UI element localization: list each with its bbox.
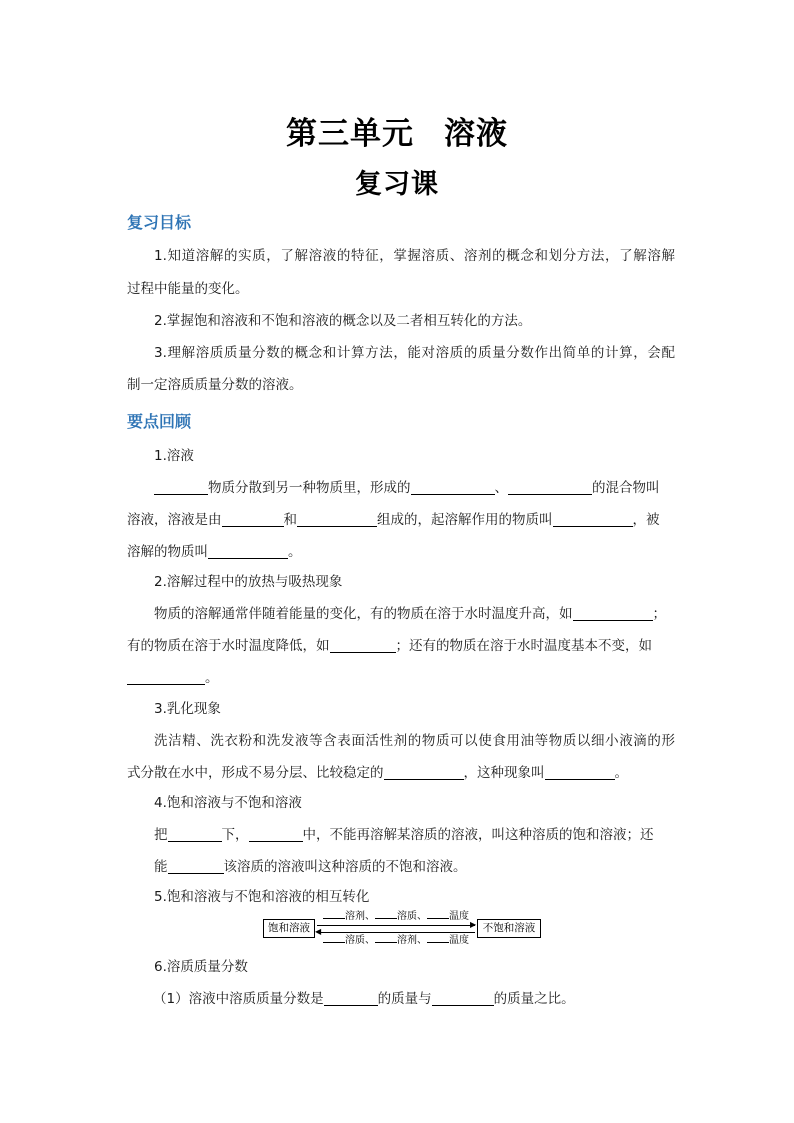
- arrow-top-label: 溶剂、 溶质、 温度: [317, 909, 475, 922]
- fill-blank[interactable]: [545, 763, 615, 780]
- title-unit: 第三单元: [286, 116, 414, 152]
- point-1-line-1: 物质分散到另一种物质里，形成的 、 的混合物叫: [127, 472, 675, 504]
- arrow-left-icon: ◀: [315, 927, 322, 936]
- fill-blank[interactable]: [323, 909, 345, 919]
- point-6-title: 6.溶质质量分数: [154, 959, 248, 975]
- fill-blank[interactable]: [154, 478, 208, 495]
- fill-blank[interactable]: [573, 604, 653, 621]
- point-1-line-2: 溶液，溶液是由 和 组成的，起溶解作用的物质叫 ，被: [127, 512, 660, 528]
- fill-blank[interactable]: [208, 542, 288, 559]
- point-2-line-1: 物质的溶解通常伴随着能量的变化，有的物质在溶于水时温度升高，如 ；: [154, 606, 666, 622]
- page-subtitle: 复习课: [355, 169, 439, 200]
- fill-blank[interactable]: [330, 636, 396, 653]
- conversion-diagram: [263, 911, 541, 946]
- section-heading-review: 要点回顾: [127, 412, 192, 431]
- fill-blank[interactable]: [384, 763, 464, 780]
- saturated-solution-box: 饱和溶液: [263, 919, 315, 938]
- fill-blank[interactable]: [324, 989, 378, 1006]
- point-3-title: 3.乳化现象: [154, 701, 221, 717]
- goal-item-1: 1.知道溶解的实质，了解溶液的特征，掌握溶质、溶剂的概念和划分方法，了解溶解: [154, 248, 675, 264]
- fill-blank[interactable]: [375, 933, 397, 943]
- title-topic: 溶液: [444, 116, 508, 152]
- arrow-bottom-label: 溶质、 溶剂、 温度: [317, 933, 475, 946]
- section-heading-goals: 复习目标: [127, 213, 192, 232]
- fill-blank[interactable]: [127, 668, 205, 685]
- fill-blank[interactable]: [432, 989, 494, 1006]
- goal-item-2: 2.掌握饱和溶液和不饱和溶液的概念以及二者相互转化的方法。: [154, 313, 532, 329]
- fill-blank[interactable]: [375, 909, 397, 919]
- fill-blank[interactable]: [168, 825, 222, 842]
- fill-blank[interactable]: [249, 825, 303, 842]
- goal-item-3: 3.理解溶质质量分数的概念和计算方法，能对溶质的质量分数作出简单的计算，会配: [154, 345, 675, 361]
- point-2-line-3: 。: [127, 662, 675, 694]
- page-title: [0, 108, 794, 153]
- point-3-line-1: 洗洁精、洗衣粉和洗发液等含表面活性剂的物质可以使食用油等物质以细小液滴的形: [154, 733, 675, 749]
- point-2-title: 2.溶解过程中的放热与吸热现象: [154, 574, 343, 590]
- fill-blank[interactable]: [427, 933, 449, 943]
- fill-blank[interactable]: [222, 510, 284, 527]
- goal-item-1-cont: 过程中能量的变化。: [127, 281, 249, 297]
- goal-item-3-cont: 制一定溶质质量分数的溶液。: [127, 377, 303, 393]
- fill-blank[interactable]: [297, 510, 377, 527]
- point-6-line-1: （1）溶液中溶质质量分数是 的质量与 的质量之比。: [153, 991, 575, 1007]
- point-4-title: 4.饱和溶液与不饱和溶液: [154, 795, 302, 811]
- point-4-line-1: 把 下， 中，不能再溶解某溶质的溶液，叫这种溶质的饱和溶液；还: [154, 827, 654, 843]
- point-1-title: 1.溶液: [154, 448, 194, 464]
- point-5-title: 5.饱和溶液与不饱和溶液的相互转化: [154, 889, 370, 905]
- fill-blank[interactable]: [508, 478, 592, 495]
- arrow-right-line: [317, 925, 475, 926]
- fill-blank[interactable]: [411, 478, 495, 495]
- point-2-line-2: 有的物质在溶于水时温度降低，如 ；还有的物质在溶于水时温度基本不变，如: [127, 638, 652, 654]
- fill-blank[interactable]: [168, 857, 224, 874]
- unsaturated-solution-box: 不饱和溶液: [477, 919, 541, 938]
- fill-blank[interactable]: [323, 933, 345, 943]
- fill-blank[interactable]: [427, 909, 449, 919]
- point-4-line-2: 能 该溶质的溶液叫这种溶质的不饱和溶液。: [154, 859, 467, 875]
- point-1-line-3: 溶解的物质叫 。: [127, 544, 302, 560]
- point-3-line-2: 式分散在水中，形成不易分层、比较稳定的 ，这种现象叫 。: [127, 765, 628, 781]
- fill-blank[interactable]: [553, 510, 633, 527]
- arrow-right-icon: ▶: [470, 920, 477, 929]
